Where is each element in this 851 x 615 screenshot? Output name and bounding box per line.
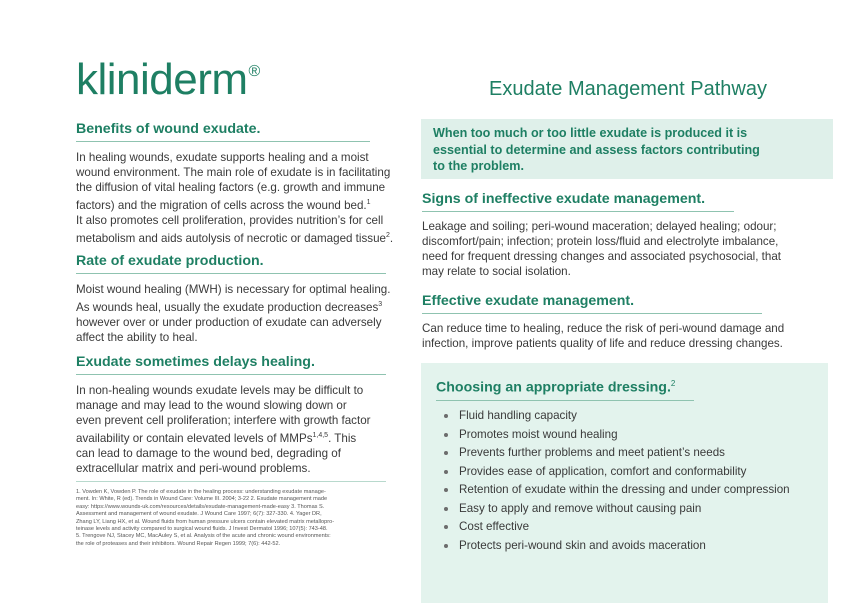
footnote-line: ment. In: White, R (ed). Trends in Wound Care: Volume III. 2004; 3-22 2. Exudate management made [76,496,328,503]
list-item-text: Protects peri-wound skin and avoids maceration [459,538,706,552]
delays-line [76,428,396,446]
signs-rule [422,211,734,212]
list-item [435,481,825,500]
signs-line: may relate to social isolation. [422,265,571,278]
footnote-rule [76,481,386,482]
list-item [435,407,825,426]
effective-line: infection, improve patients quality of life and reduce dressing changes. [422,337,783,350]
delays-line-tail: . This [328,431,357,445]
citation-sup: 1 [366,199,371,206]
benefits-paragraph [76,150,396,246]
callout-text [433,125,773,175]
callout-line: essential to determine and assess factors contributing [433,142,760,157]
rate-rule [76,273,386,274]
list-item [435,518,825,537]
footnote-line: Zhang LY, Liang HX, et al. Wound fluids from human pressure ulcers contain elevated matrix metallopro- [76,518,335,525]
footnote-line: the role of proteases and their inhibitors. Wound Repair Regen 1999; 7(6): 442-52. [76,540,281,547]
dressing-panel [421,363,828,603]
list-item-text: Easy to apply and remove without causing pain [459,501,702,515]
signs-line: Leakage and soiling; peri-wound maceration; delayed healing; odour; [422,220,777,233]
callout-line: to the problem. [433,159,524,173]
page-title: Exudate Management Pathway [489,78,767,100]
bullet-icon [444,414,448,418]
citation-sup: 3 [378,301,383,308]
benefits-line: the diffusion of vital healing factors (e.g. growth and immune [76,181,386,194]
rate-line: however over or under production of exudate can adversely [76,315,382,329]
rate-line-text: As wounds heal, usually the exudate production decreases [76,300,379,314]
dressing-heading [436,379,675,397]
effective-line: Can reduce time to healing, reduce the risk of peri-wound damage and [422,322,785,335]
callout-line: When too much or too little exudate is produced it is [433,126,748,140]
rate-line: affect the ability to heal. [76,330,198,344]
delays-heading: Exudate sometimes delays healing. [76,354,315,370]
benefits-rule [76,141,370,142]
rate-heading: Rate of exudate production. [76,253,264,269]
footnotes [76,489,406,548]
benefits-heading: Benefits of wound exudate. [76,121,261,137]
list-item-text: Promotes moist wound healing [459,427,618,441]
signs-line: discomfort/pain; infection; protein loss/fluid and electrolyte imbalance, [422,235,779,248]
citation-sup: 2 [670,379,676,388]
list-item [435,444,825,463]
signs-paragraph [422,219,832,279]
effective-heading: Effective exudate management. [422,293,635,309]
footnote-line: 1. Vowden K, Vowden P. The role of exudate in the healing process: understanding exudate manage- [76,489,326,495]
list-item [435,426,825,445]
rate-line [76,297,396,315]
dressing-heading-text: Choosing an appropriate dressing. [436,379,671,396]
delays-paragraph [76,383,396,476]
period: . [389,231,394,245]
effective-rule [422,313,762,314]
dressing-list [435,407,825,555]
benefits-line-text: factors) and the migration of cells across the wound bed. [76,198,367,212]
delays-line: extracellular matrix and peri-wound problems. [76,461,311,475]
delays-rule [76,374,386,375]
rate-line: Moist wound healing (MWH) is necessary for optimal healing. [76,283,391,296]
bullet-icon [444,488,448,492]
benefits-line-text: metabolism and aids autolysis of necrotic or damaged tissue [76,231,386,245]
list-item-text: Provides ease of application, comfort and conformability [459,464,747,478]
bullet-icon [444,433,448,437]
citation-sup: 2 [385,231,390,239]
dressing-rule [436,400,694,401]
list-item-text: Prevents further problems and meet patient’s needs [459,446,725,459]
delays-line: even prevent cell proliferation; interfere with growth factor [76,414,371,427]
signs-line: need for frequent dressing changes and associated psychosocial, that [422,250,781,263]
benefits-line: It also promotes cell proliferation, provides nutrition’s for cell [76,213,384,227]
brand-logo [76,55,260,104]
footnote-line: easy: https://www.wounds-uk.com/resources/details/exudate-management-made-easy 3. Thomas S. [76,503,325,510]
benefits-line [76,228,396,246]
citation-sup: 1,4,5 [312,432,329,439]
benefits-line: In healing wounds, exudate supports healing and a moist [76,151,369,164]
benefits-line [76,195,396,213]
delays-line: In non-healing wounds exudate levels may be difficult to [76,384,364,397]
effective-paragraph [422,321,832,351]
list-item [435,537,825,556]
footnote-line: teinase levels and activity compared to surgical wound fluids. J Invest Dermatol 1996; 107(5): 743-48. [76,526,328,533]
list-item-text: Retention of exudate within the dressing and under compression [459,483,790,496]
list-item-text: Cost effective [459,520,530,533]
bullet-icon [444,507,448,511]
rate-paragraph [76,282,396,345]
delays-line-text: availability or contain elevated levels of MMPs [76,431,313,445]
brand-name: kliniderm [76,55,248,104]
footnote-line: 5. Trengove NJ, Stacey MC, MacAuley S, et al. Analysis of the acute and chronic wound environments: [76,533,331,540]
bullet-icon [444,470,448,474]
bullet-icon [444,451,448,455]
bullet-icon [444,525,448,529]
footnote-line: Assessment and management of wound exudate. J Wound Care 1997; 6(7): 327-330. 4. Yager DR, [76,511,322,518]
list-item [435,500,825,519]
trademark-symbol: ® [248,63,260,80]
delays-line: can lead to damage to the wound bed, degrading of [76,446,341,460]
list-item [435,463,825,482]
delays-line: manage and may lead to the wound slowing down or [76,399,347,412]
bullet-icon [444,544,448,548]
benefits-line: wound environment. The main role of exudate is in facilitating [76,166,391,179]
list-item-text: Fluid handling capacity [459,409,577,422]
signs-heading: Signs of ineffective exudate management. [422,191,706,207]
callout-box [421,119,833,179]
